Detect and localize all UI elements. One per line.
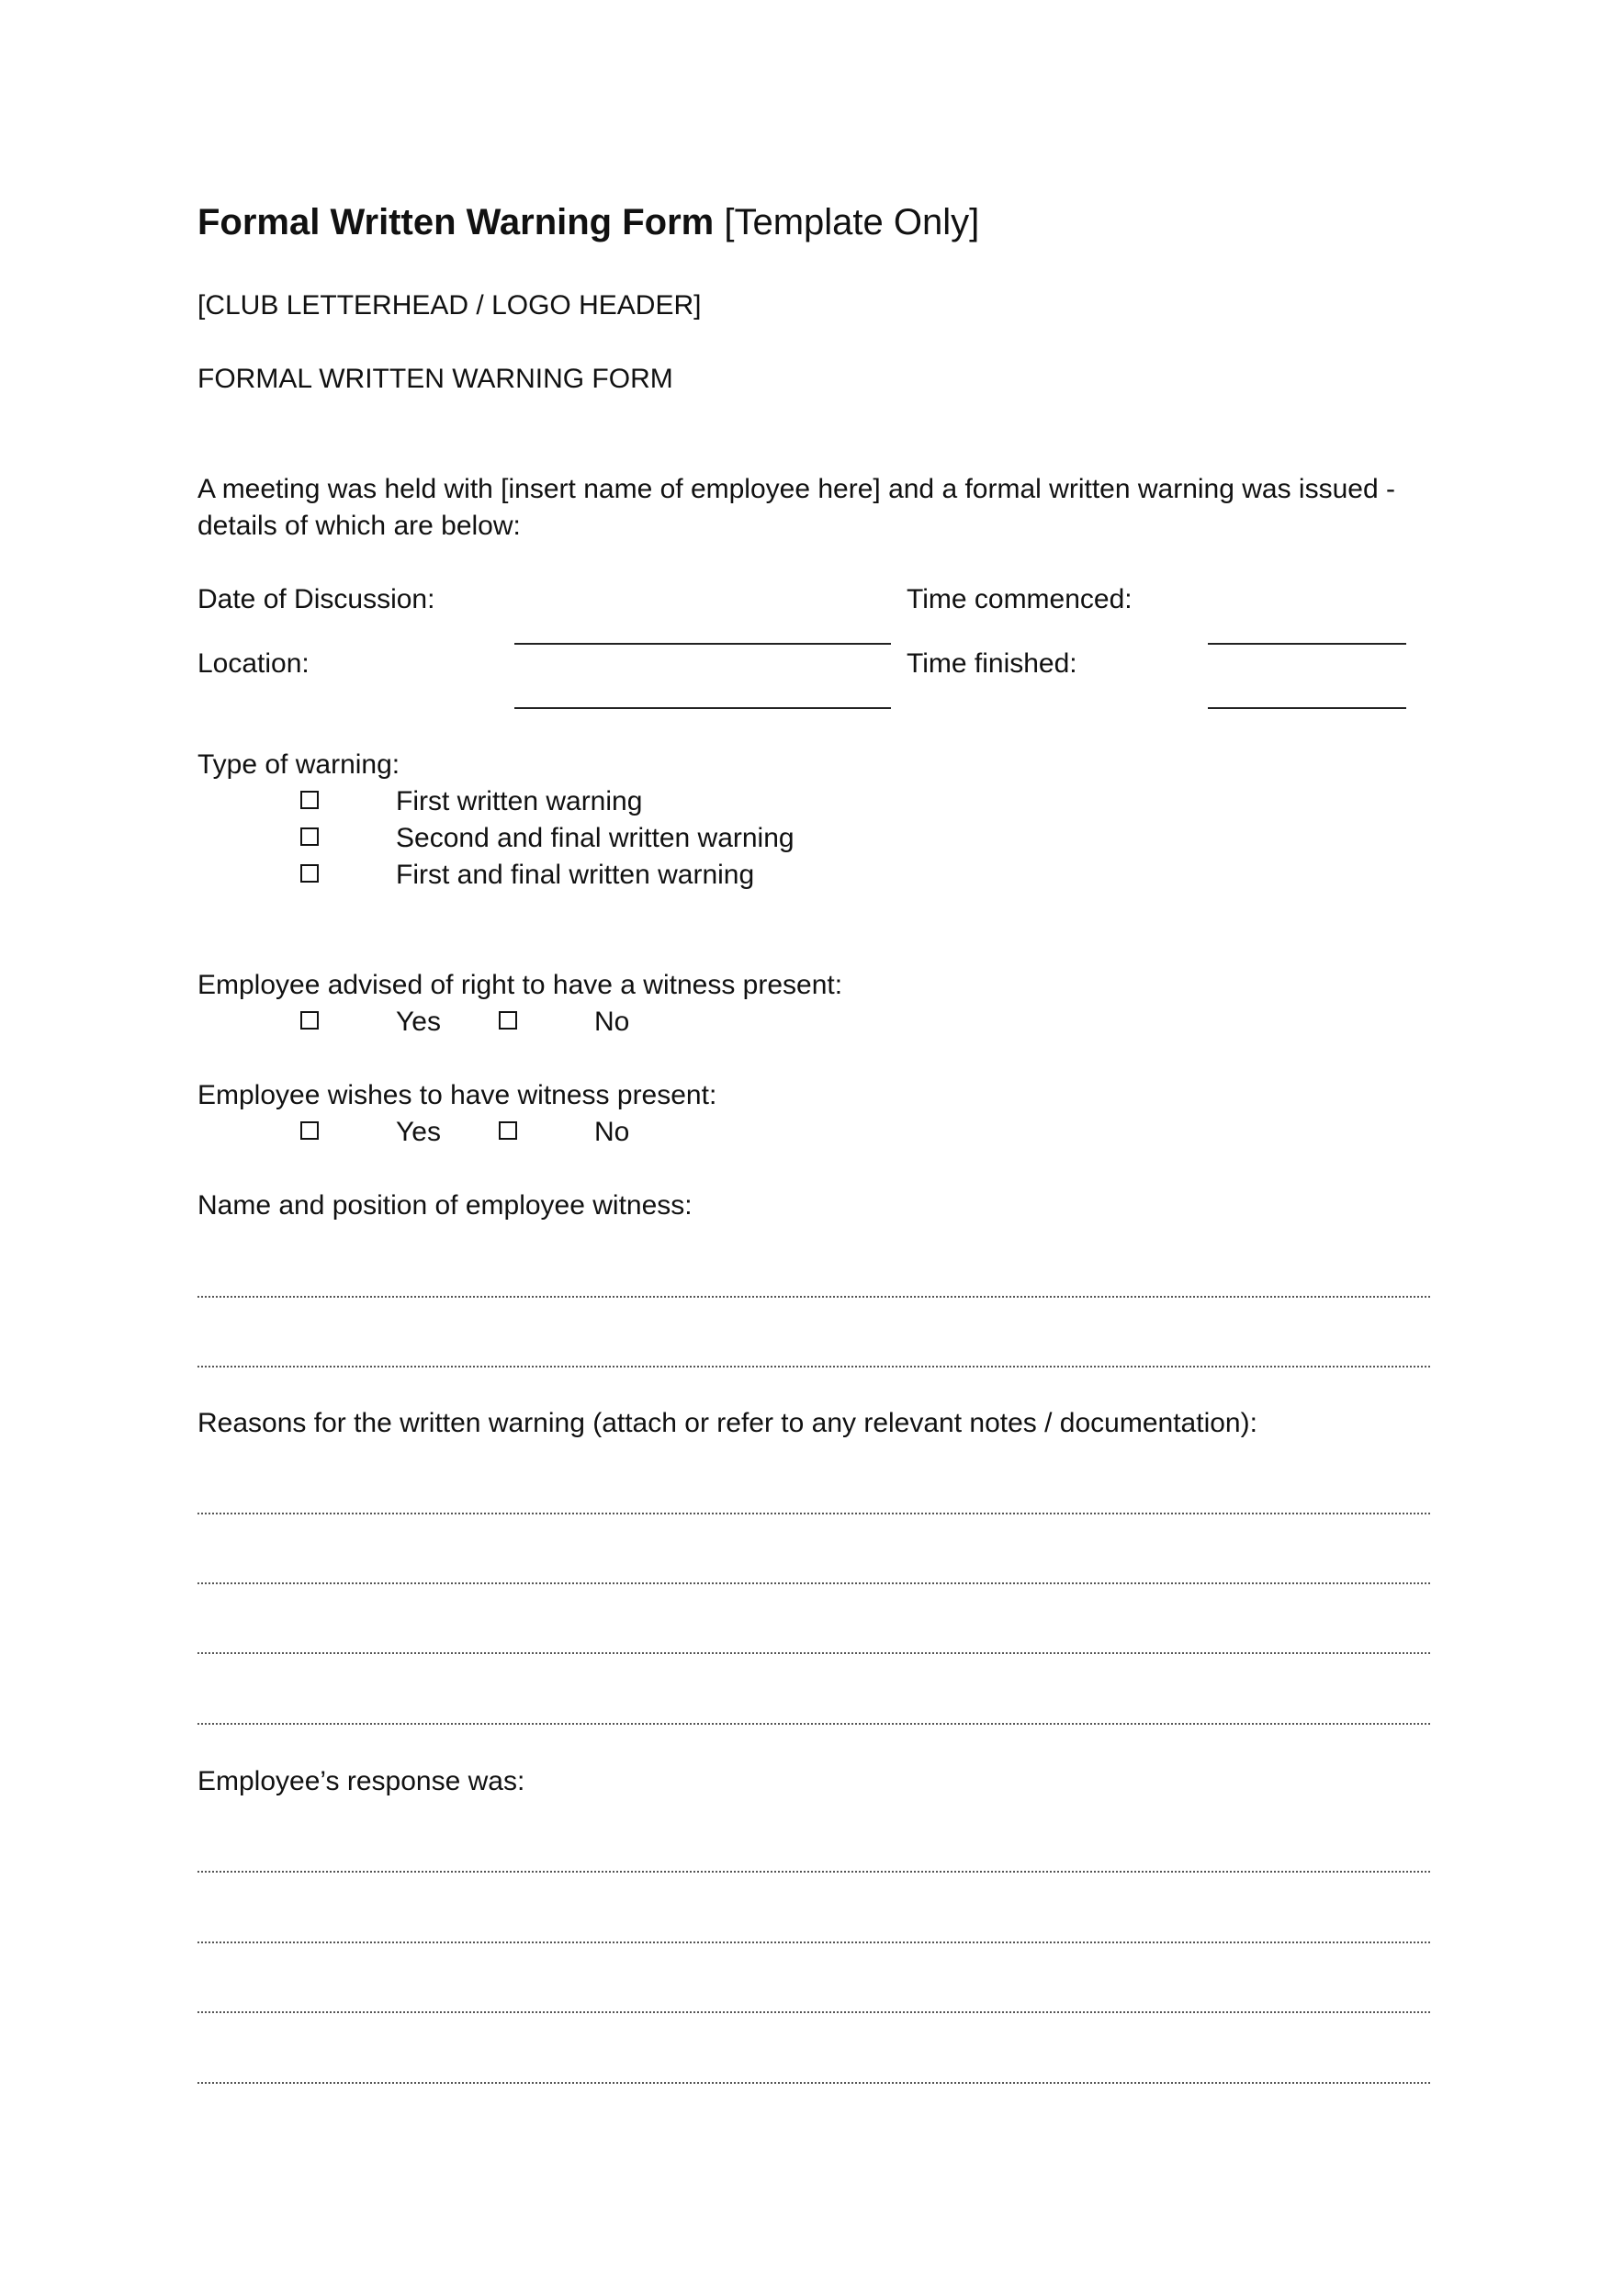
witness-wishes-label: Employee wishes to have witness present: [197, 1080, 717, 1110]
warning-type-label: Type of warning: [197, 749, 400, 780]
witness-name-line[interactable] [197, 1366, 1430, 1367]
location-label: Location: [197, 648, 310, 679]
response-line[interactable] [197, 2082, 1430, 2084]
time-commenced-field[interactable] [1208, 643, 1406, 645]
second-final-warning-checkbox[interactable] [300, 827, 319, 846]
intro-line-1: A meeting was held with [insert name of employee here] and a formal written warning was issued - [197, 474, 1395, 504]
second-final-warning-label: Second and final written warning [396, 823, 795, 853]
first-final-warning-checkbox[interactable] [300, 864, 319, 883]
witness-name-line[interactable] [197, 1296, 1430, 1298]
witness-advised-label: Employee advised of right to have a witness present: [197, 970, 843, 1000]
time-commenced-label: Time commenced: [907, 584, 1133, 614]
response-line[interactable] [197, 1871, 1430, 1873]
page-title [197, 204, 979, 241]
witness-wishes-yes-label: Yes [396, 1117, 441, 1147]
reasons-line[interactable] [197, 1513, 1430, 1514]
response-line[interactable] [197, 2011, 1430, 2013]
date-of-discussion-field[interactable] [514, 643, 891, 645]
reasons-line[interactable] [197, 1723, 1430, 1725]
reasons-line[interactable] [197, 1582, 1430, 1584]
reasons-label: Reasons for the written warning (attach or refer to any relevant notes / documentation): [197, 1408, 1257, 1438]
form-heading: FORMAL WRITTEN WARNING FORM [197, 364, 673, 394]
first-final-warning-label: First and final written warning [396, 860, 755, 890]
response-label: Employee’s response was: [197, 1766, 525, 1796]
witness-advised-yes-checkbox[interactable] [300, 1011, 319, 1030]
time-finished-field[interactable] [1208, 707, 1406, 709]
witness-name-label: Name and position of employee witness: [197, 1190, 693, 1221]
witness-wishes-yes-checkbox[interactable] [300, 1121, 319, 1140]
witness-wishes-no-label: No [594, 1117, 630, 1147]
letterhead-placeholder: [CLUB LETTERHEAD / LOGO HEADER] [197, 290, 702, 321]
reasons-line[interactable] [197, 1652, 1430, 1654]
witness-advised-no-label: No [594, 1007, 630, 1037]
first-written-warning-checkbox[interactable] [300, 791, 319, 809]
location-field[interactable] [514, 707, 891, 709]
page-title-suffix: [Template Only] [724, 202, 980, 242]
date-of-discussion-label: Date of Discussion: [197, 584, 435, 614]
witness-wishes-no-checkbox[interactable] [499, 1121, 517, 1140]
page-title-bold: Formal Written Warning Form [197, 202, 715, 242]
witness-advised-no-checkbox[interactable] [499, 1011, 517, 1030]
witness-advised-yes-label: Yes [396, 1007, 441, 1037]
time-finished-label: Time finished: [907, 648, 1077, 679]
intro-line-2: details of which are below: [197, 511, 521, 541]
first-written-warning-label: First written warning [396, 786, 643, 816]
response-line[interactable] [197, 1941, 1430, 1943]
